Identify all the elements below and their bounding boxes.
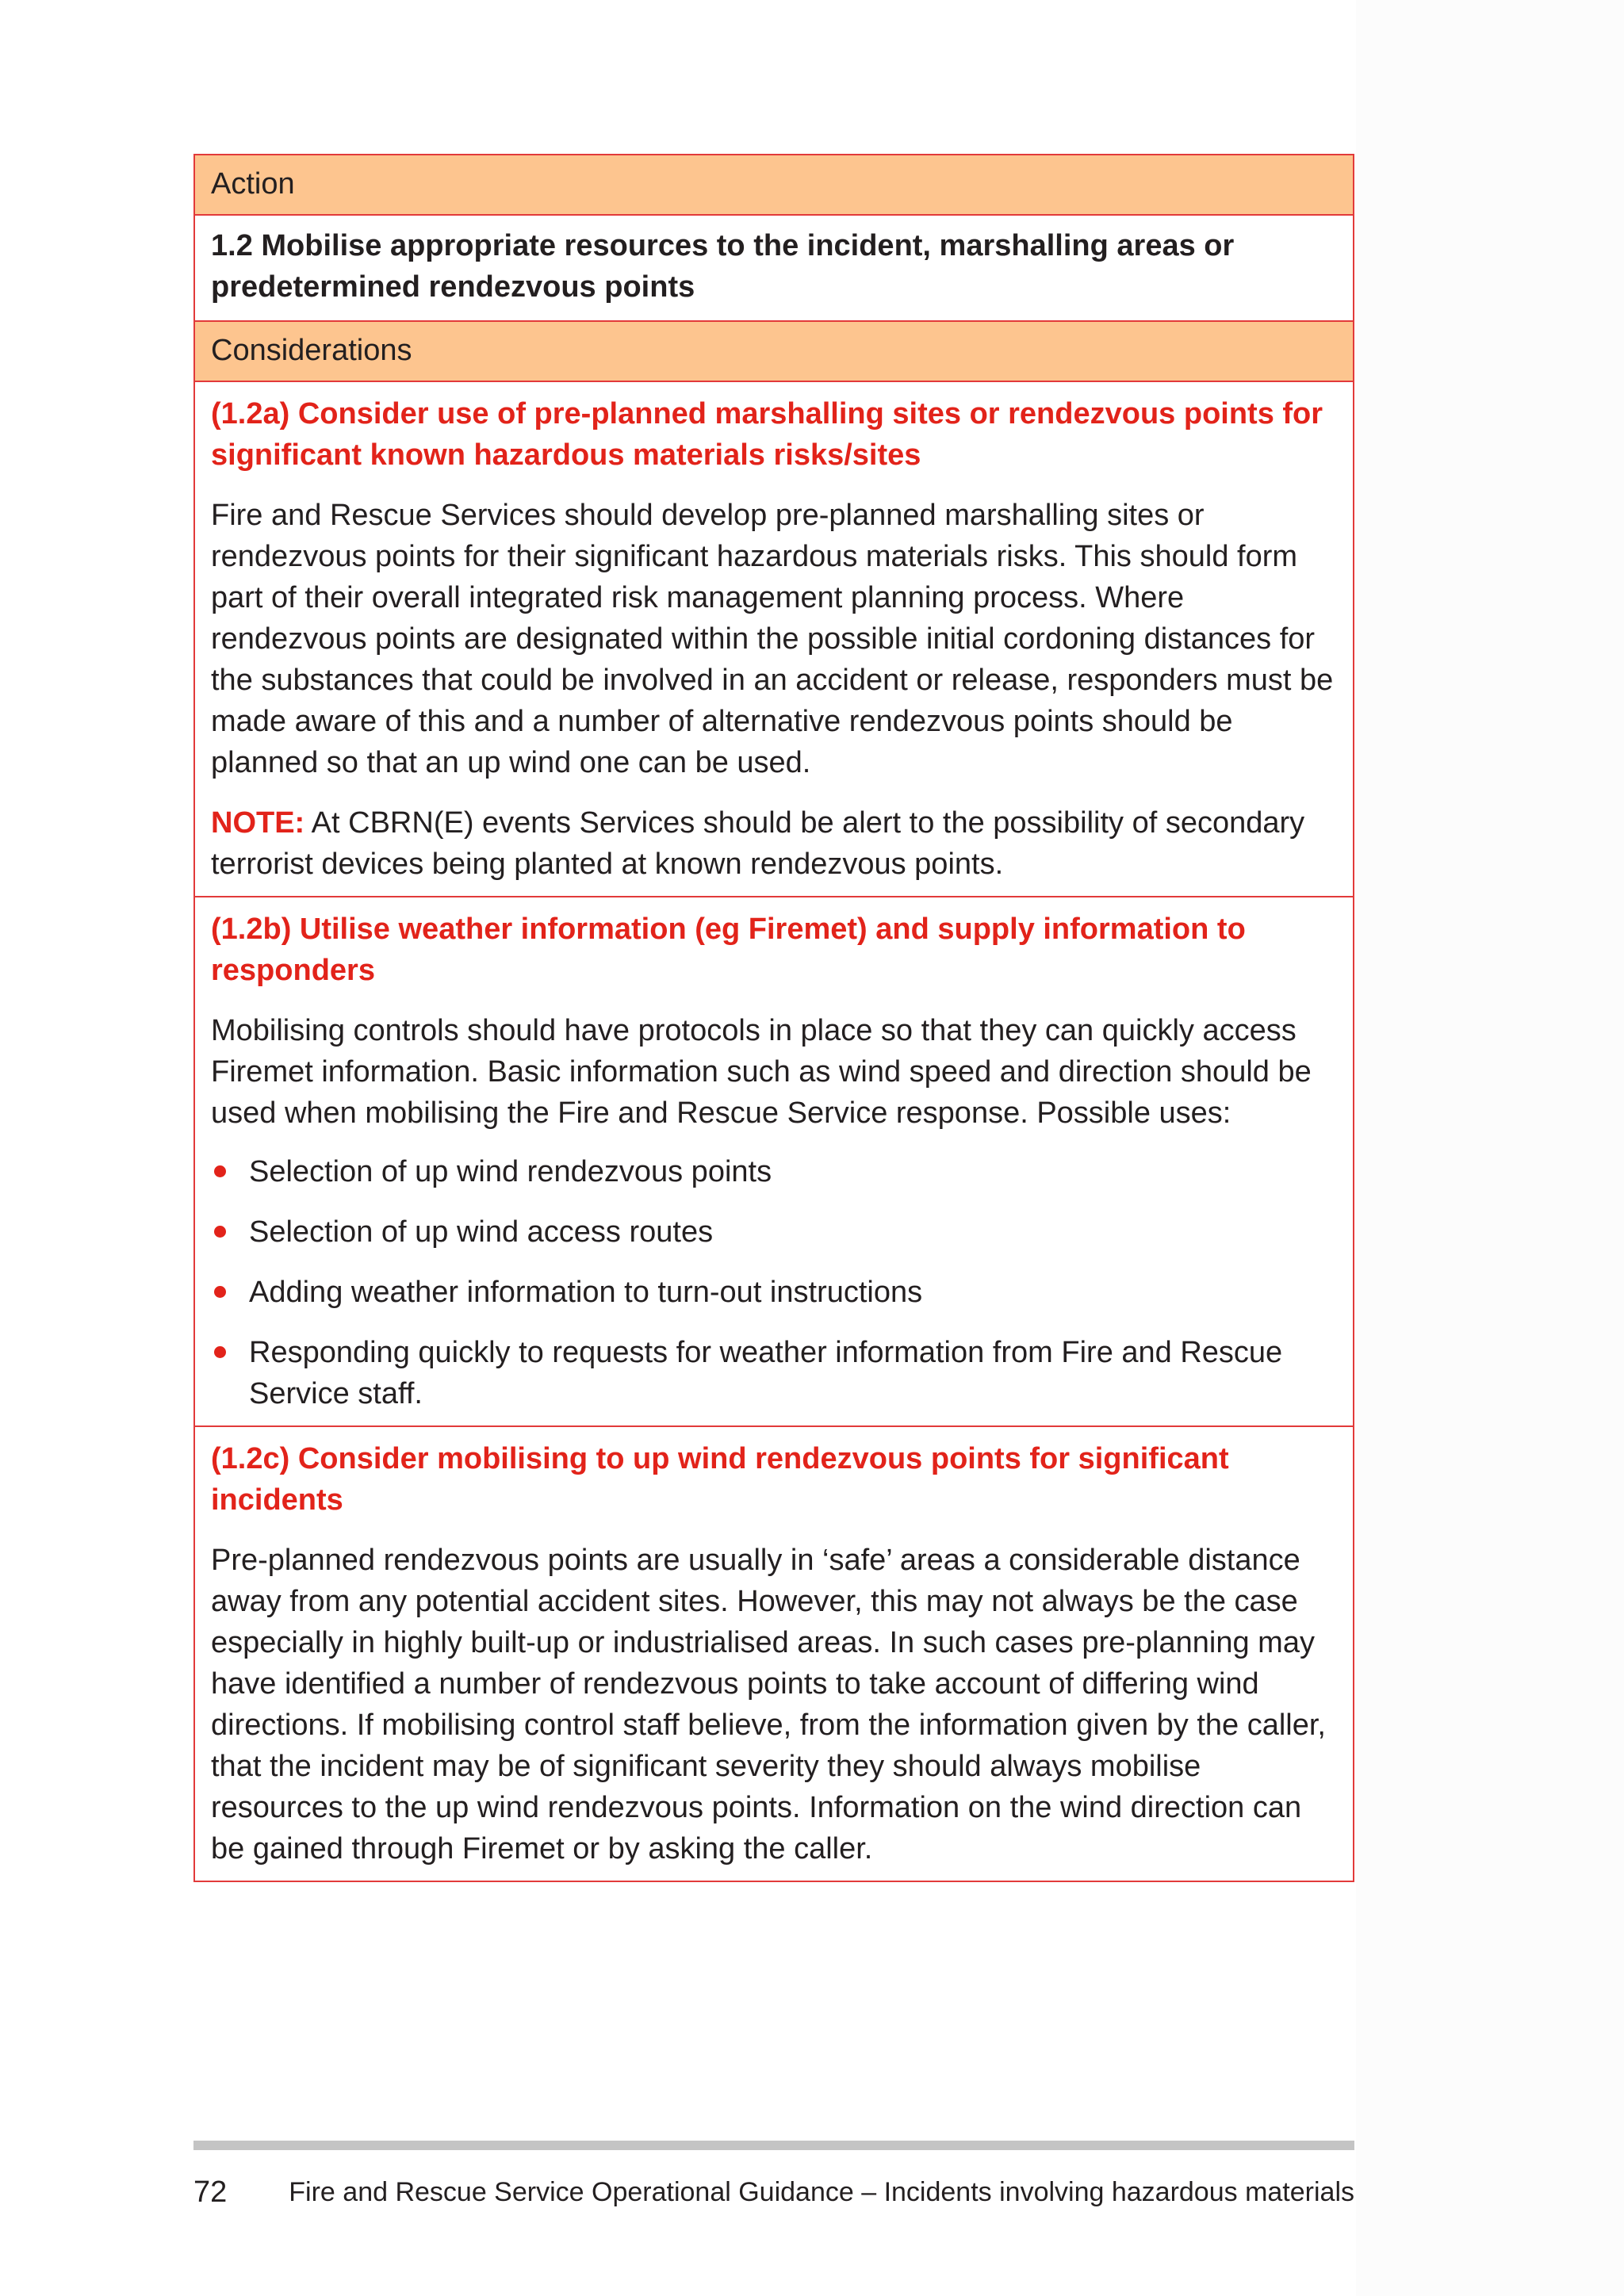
consideration-paragraph: Fire and Rescue Services should develop pre-planned marshalling sites or rendezvous points for their significant hazardous materials risks. This should form part of their overall integrated risk management planning process. Where rendezvous points are designated within the possible initial cordoning distances for the substances that could be involved in an accident or release, responders must be made aware of this and a number of alternative rendezvous points should be planned so that an up wind one can be used. xyxy=(211,499,1334,779)
action-text: 1.2 Mobilise appropriate resources to the incident, marshalling areas or predetermined rendezvous points xyxy=(195,214,1353,320)
note-text: At CBRN(E) events Services should be alert to the possibility of secondary terrorist devices being planted at known rendezvous points. xyxy=(211,806,1305,881)
consideration-1-2b xyxy=(195,896,1353,1425)
list-item-text: Selection of up wind access routes xyxy=(249,1215,714,1249)
note-paragraph xyxy=(211,802,1337,885)
consideration-title: (1.2c) Consider mobilising to up wind rendezvous points for significant incidents xyxy=(211,1442,1229,1517)
page-number: 72 xyxy=(193,2175,228,2209)
consideration-1-2c xyxy=(195,1425,1353,1881)
consideration-paragraph: Pre-planned rendezvous points are usually in ‘safe’ areas a considerable distance away from any potential accident sites. However, this may not always be the case especially in highly built-up or industrialised areas. In such cases pre-planning may have identified a number of rendezvous points to take account of differing wind directions. If mobilising control staff believe, from the information given by the caller, that the incident may be of significant severity they should always mobilise resources to the up wind rendezvous points. Information on the wind direction can be gained through Firemet or by asking the caller. xyxy=(211,1544,1326,1866)
list-item xyxy=(211,1272,1337,1313)
footer-title: Fire and Rescue Service Operational Guidance – Incidents involving hazardous materials xyxy=(289,2177,1354,2207)
consideration-title: (1.2a) Consider use of pre-planned marshalling sites or rendezvous points for significant known hazardous materials risks/sites xyxy=(211,397,1323,472)
guidance-table xyxy=(193,154,1354,1882)
consideration-paragraph: Mobilising controls should have protocols in place so that they can quickly access Firemet information. Basic information such as wind speed and direction should be used when mobilising the Fire and Rescue Service response. Possible uses: xyxy=(211,1014,1312,1130)
list-item-text: Selection of up wind rendezvous points xyxy=(249,1155,772,1188)
list-item-text: Adding weather information to turn-out instructions xyxy=(249,1276,923,1309)
bullet-dot-icon xyxy=(214,1286,226,1298)
list-item xyxy=(211,1151,1337,1192)
page-edge xyxy=(1356,0,1624,2296)
considerations-header: Considerations xyxy=(195,320,1353,381)
uses-list xyxy=(211,1151,1337,1414)
action-header: Action xyxy=(195,155,1353,214)
list-item xyxy=(211,1332,1337,1414)
bullet-dot-icon xyxy=(214,1346,226,1358)
bullet-dot-icon xyxy=(214,1226,226,1238)
page-footer xyxy=(193,2172,1354,2212)
consideration-title: (1.2b) Utilise weather information (eg Firemet) and supply information to responders xyxy=(211,913,1246,987)
consideration-1-2a xyxy=(195,381,1353,896)
list-item xyxy=(211,1211,1337,1253)
bullet-dot-icon xyxy=(214,1165,226,1177)
note-label: NOTE: xyxy=(211,806,305,840)
footer-rule xyxy=(193,2141,1354,2150)
list-item-text: Responding quickly to requests for weather information from Fire and Rescue Service staff. xyxy=(249,1336,1283,1410)
